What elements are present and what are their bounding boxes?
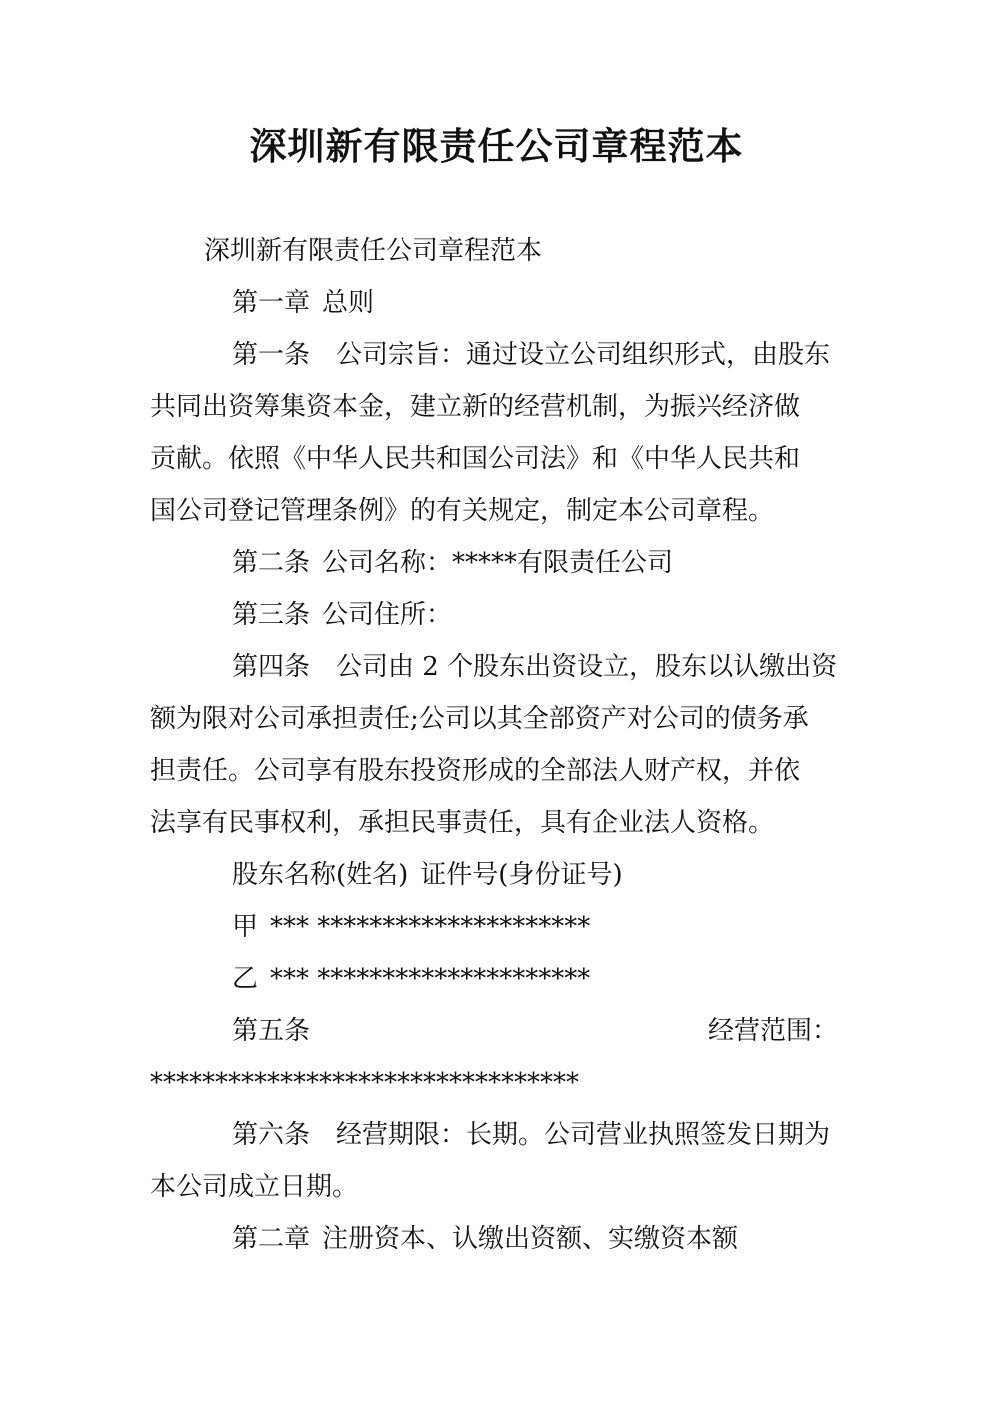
article-1-label: 第一条 xyxy=(232,340,311,370)
article-1-text-1: 公司宗旨：通过设立公司组织形式，由股东 xyxy=(336,340,831,370)
chapter-1-heading xyxy=(232,285,374,321)
article-5-label: 第五条 xyxy=(232,1016,311,1046)
article-4-line-4: 法享有民事权利，承担民事责任，具有企业法人资格。 xyxy=(150,808,775,838)
chapter-2-name: 注册资本、认缴出资额、实缴资本额 xyxy=(322,1224,739,1254)
shareholder-label: 乙 xyxy=(232,964,259,994)
shareholder-header xyxy=(232,857,623,893)
shareholder-name: *** xyxy=(270,964,310,994)
article-5-scope-label: 经营范围： xyxy=(708,1016,839,1046)
article-1-line-4: 国公司登记管理条例》的有关规定，制定本公司章程。 xyxy=(150,496,775,526)
article-6-line-2: 本公司成立日期。 xyxy=(150,1172,359,1202)
article-4-line-2: 额为限对公司承担责任;公司以其全部资产对公司的债务承 xyxy=(150,704,809,734)
shareholder-id-header: 证件号(身份证号) xyxy=(420,860,623,890)
shareholder-row xyxy=(232,909,590,945)
chapter-2-heading xyxy=(232,1221,738,1257)
shareholder-row xyxy=(232,961,590,997)
chapter-1-name: 总则 xyxy=(322,288,375,318)
article-6-label: 第六条 xyxy=(232,1120,311,1150)
article-3-label: 第三条 xyxy=(232,600,311,630)
article-1-line-3: 贡献。依照《中华人民共和国公司法》和《中华人民共和 xyxy=(150,444,801,474)
article-4-line-3: 担责任。公司享有股东投资形成的全部法人财产权，并依 xyxy=(150,756,801,786)
article-6-line-1 xyxy=(232,1117,830,1153)
shareholder-name-header: 股东名称(姓名) xyxy=(232,860,409,890)
shareholder-id: ********************* xyxy=(317,912,591,942)
article-1-line-2: 共同出资筹集资本金，建立新的经营机制，为振兴经济做 xyxy=(150,392,801,422)
article-3 xyxy=(232,597,452,633)
document-title: 深圳新有限责任公司章程范本 xyxy=(249,124,744,168)
article-4-line-1 xyxy=(232,649,837,685)
article-4-label: 第四条 xyxy=(232,652,311,682)
article-3-text: 公司住所： xyxy=(322,600,453,630)
shareholder-id: ********************* xyxy=(317,964,591,994)
article-4-text-1: 公司由 2 个股东出资设立，股东以认缴出资 xyxy=(336,652,838,682)
article-2-text: 公司名称：*****有限责任公司 xyxy=(322,548,674,578)
article-2-label: 第二条 xyxy=(232,548,311,578)
article-1-line-1 xyxy=(232,337,830,373)
article-2 xyxy=(232,545,673,581)
document-subtitle: 深圳新有限责任公司章程范本 xyxy=(204,236,543,266)
shareholder-label: 甲 xyxy=(232,912,259,942)
chapter-1-label: 第一章 xyxy=(232,288,311,318)
shareholder-name: *** xyxy=(270,912,310,942)
chapter-2-label: 第二章 xyxy=(232,1224,311,1254)
article-6-text-1: 经营期限：长期。公司营业执照签发日期为 xyxy=(336,1120,831,1150)
article-5-content: ********************************* xyxy=(150,1068,579,1098)
